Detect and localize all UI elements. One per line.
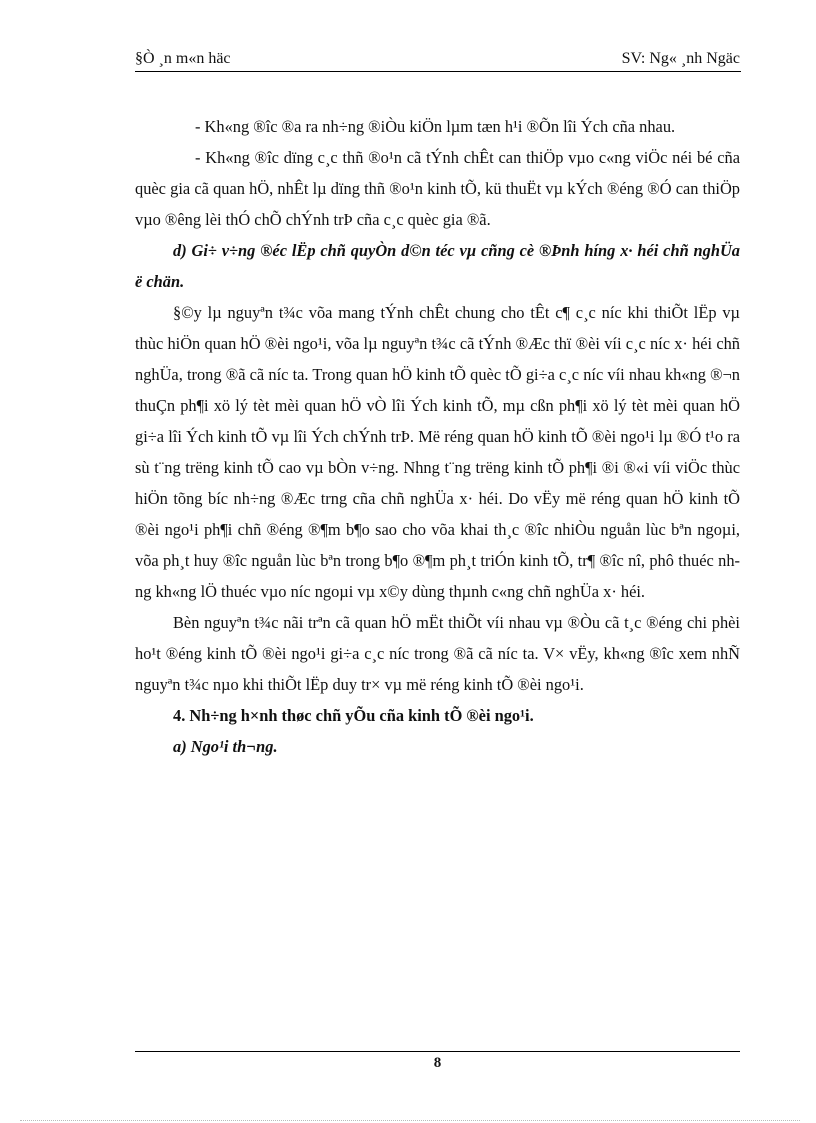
page-number: 8 xyxy=(433,1055,442,1071)
footer-divider xyxy=(135,1051,740,1052)
paragraph-bullet-1: - Kh«ng ®îc ®a ra nh÷ng ®iÒu kiÖn lµm tæn h¹i ®Õn lîi Ých cña nhau. xyxy=(195,117,676,136)
section-heading-4: 4. Nh÷ng h×nh thøc chñ yÕu cña kinh tÕ ®èi ngo¹i. xyxy=(173,706,534,725)
paragraph-principle-text: §©y lµ nguyªn t¾c võa mang tÝnh chÊt chung cho tÊt c¶ c¸c níc khi thiÕt lËp vµ thùc hiÖn quan hÖ ®èi ngo¹i, võa lµ nguyªn t¾c cã tÝnh ®Æc thï ®èi víi c¸c níc x· héi chñ nghÜa, trong ®ã cã níc ta. Trong quan hÖ kinh tÕ quèc tÕ gi÷a c¸c níc víi nhau kh«ng ®¬n thuÇn ph¶i xö lý tèt mèi quan hÖ vÒ lîi Ých kinh tÕ, mµ cßn ph¶i xö lý tèt mèi quan hÖ gi÷a lîi Ých kinh tÕ vµ lîi Ých chÝnh trÞ. Më réng quan hÖ kinh tÕ ®èi ngo¹i lµ ®Ó t¹o ra sù t¨ng trëng kinh tÕ cao vµ bÒn v÷ng. Nhng t¨ng trëng kinh tÕ ph¶i ®i ®«i víi viÖc thùc hiÖn tõng bíc nh÷ng ®Æc trng cña chñ nghÜa x· héi. Do vËy më réng quan hÖ kinh tÕ ®èi ngo¹i ph¶i chñ ®éng ®¶m b¶o sao cho võa khai th¸c ®îc nhiÒu nguån lùc bªn ngoµi, võa ph¸t huy ®îc nguån lùc bªn trong b¶o ®¶m ph¸t triÓn kinh tÕ, tr¶ ®îc nî, phô thuéc nhng kh«ng lÖ thuéc vµo níc ngoµi vµ x©y dùng thµnh c«ng chñ nghÜa x· héi. xyxy=(135,303,740,601)
header-divider xyxy=(135,71,741,72)
paragraph-summary: Bèn nguyªn t¾c nãi trªn cã quan hÖ mËt thiÕt víi nhau vµ ®Òu cã t¸c ®éng chi phèi ho¹t ®éng kinh tÕ ®èi ngo¹i gi÷a c¸c níc trong ®ã cã níc ta. V× vËy, kh«ng ®îc xem nhÑ nguyªn t¾c nµo khi thiÕt lËp duy tr× vµ më réng kinh tÕ ®èi ngo¹i. xyxy=(135,613,740,694)
header-student-name: SV: Ng« ¸nh Ngäc xyxy=(621,50,740,67)
subsection-heading-d: d) Gi÷ v÷ng ®éc lËp chñ quyÒn d©n téc vµ cñng cè ®Þnh híng x· héi chñ nghÜa ë chän. xyxy=(135,241,740,291)
subsection-heading-a: a) Ngo¹i th¬ng. xyxy=(173,737,278,756)
paragraph-bullet-2: - Kh«ng ®îc dïng c¸c thñ ®o¹n cã tÝnh chÊt can thiÖp vµo c«ng viÖc néi bé cña quèc gia cã quan hÖ, nhÊt lµ dïng thñ ®o¹n kinh tÕ, kü thuËt vµ kÝch ®éng ®Ó can thiÖp vµo ®êng lèi thÓ chÕ chÝnh trÞ cña c¸c quèc gia ®ã. xyxy=(135,148,740,229)
document-body xyxy=(135,111,740,762)
page-header xyxy=(135,50,740,72)
header-course-label: §Ò ¸n m«n häc xyxy=(135,50,231,67)
page-edge-border xyxy=(20,1120,800,1121)
